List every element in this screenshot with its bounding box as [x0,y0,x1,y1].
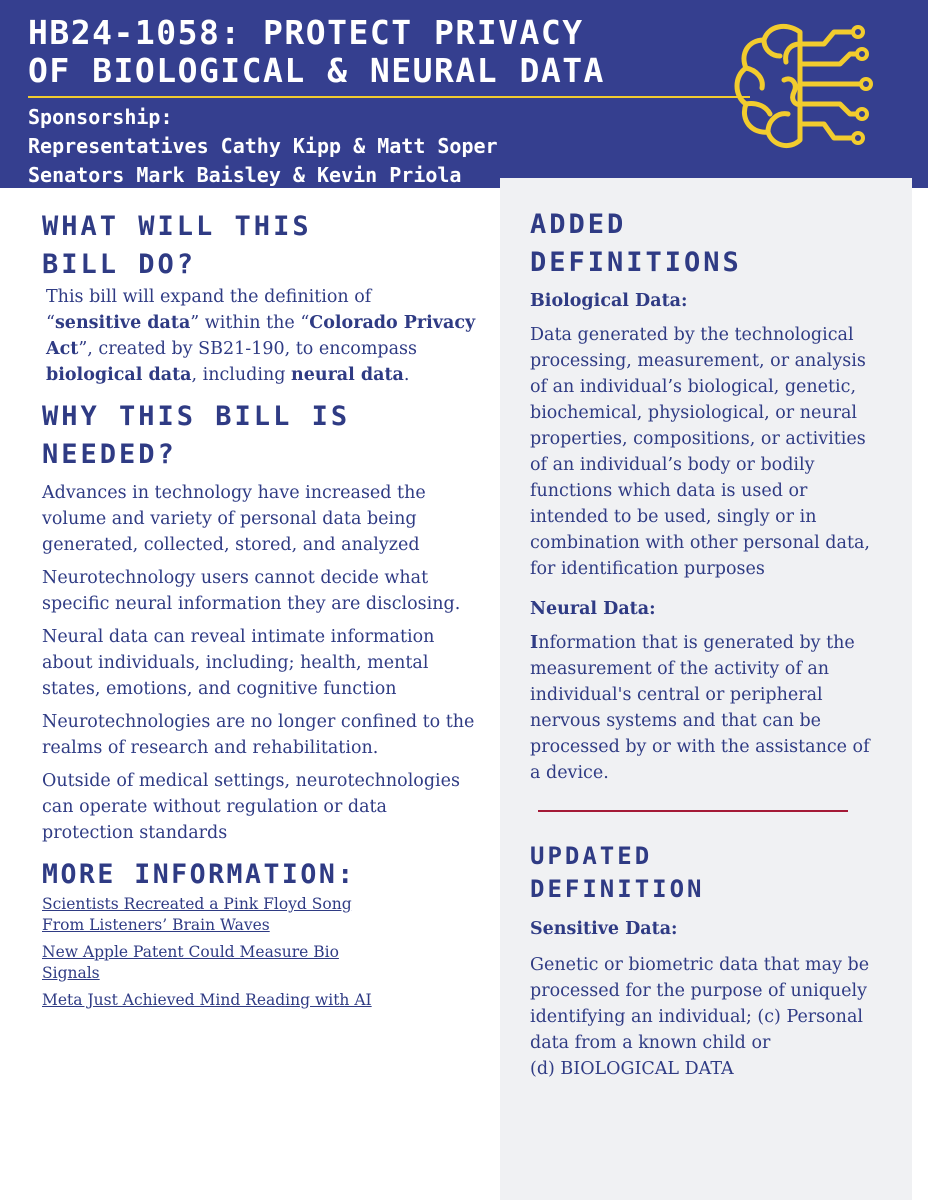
term-colorado-privacy-act: Colorado Privacy Act [46,313,476,359]
what-paragraph [46,284,482,388]
neural-data-label: Neural Data: [530,599,656,619]
what-text-1: This bill will expand the definition of [46,287,372,307]
term-sensitive-data: sensitive data [54,313,191,333]
what-text-3: ”, created by SB21-190, to encompass [78,339,418,359]
link-meta-line-1: Meta Just Achieved Mind Reading with AI [42,991,372,1009]
why-heading [42,398,482,474]
title-line-2: OF BIOLOGICAL & NEURAL DATA [28,51,605,90]
sensitive-definition-text: Genetic or biometric data that may be processed for the purpose of uniquely identifying an individual; (c) Personal data from a known child or [530,955,870,1053]
right-column [530,206,870,1082]
updated-heading-line-1: UPDATED [530,842,653,870]
why-heading-line-2: NEEDED? [42,439,177,470]
link-apple-patent-line-1: New Apple Patent Could Measure Bio [42,943,339,961]
added-definitions-heading [530,206,870,282]
sensitive-definition-biological: (d) BIOLOGICAL DATA [530,1059,734,1079]
brain-circuit-icon [728,14,878,164]
more-info-links [42,894,482,1011]
why-heading-line-1: WHY THIS BILL IS [42,401,351,432]
why-point-3: Neural data can reveal intimate information about individuals, including; health, mental states, emotions, and cognitive function [42,627,435,699]
title-divider [28,96,750,98]
why-point-1: Advances in technology have increased the volume and variety of personal data being generated, collected, stored, and analyzed [42,483,426,555]
sponsor-senators: Senators Mark Baisley & Kevin Priola [28,163,462,187]
why-point-2: Neurotechnology users cannot decide what specific neural information they are disclosing. [42,568,461,614]
what-heading-line-2: BILL DO? [42,249,197,280]
link-meta-mind-reading[interactable] [42,990,482,1011]
link-apple-patent[interactable] [42,942,482,984]
why-point-5: Outside of medical settings, neurotechnologies can operate without regulation or data protection standards [42,771,460,843]
sensitive-data-definition [530,952,870,1082]
link-pink-floyd-line-2: From Listeners’ Brain Waves [42,916,270,934]
what-text-5: . [403,365,410,385]
added-heading-line-1: ADDED [530,209,627,240]
what-heading [42,208,482,284]
added-heading-line-2: DEFINITIONS [530,247,742,278]
term-neural-data: neural data [291,365,404,385]
what-heading-line-1: WHAT WILL THIS [42,211,312,242]
link-pink-floyd[interactable] [42,894,482,936]
header-band [0,0,928,188]
sponsorship [28,103,728,190]
section-divider [538,810,848,812]
what-text-4: , including [191,365,291,385]
neural-definition-text: nformation that is generated by the measurement of the activity of an individual's central or peripheral nervous systems and that can be processed by or with the assistance of a device. [530,633,870,783]
biological-data-label: Biological Data: [530,291,688,311]
quote-open: “ [46,313,55,333]
link-pink-floyd-line-1: Scientists Recreated a Pink Floyd Song [42,895,352,913]
updated-heading-line-2: DEFINITION [530,875,705,903]
left-column [42,208,482,1011]
sponsorship-label: Sponsorship: [28,105,173,129]
why-point-4: Neurotechnologies are no longer confined to the realms of research and rehabilitation. [42,712,475,758]
sponsor-representatives: Representatives Cathy Kipp & Matt Soper [28,134,498,158]
updated-definition-heading [530,840,870,906]
sensitive-data-label: Sensitive Data: [530,919,678,939]
title-line-1: HB24-1058: PROTECT PRIVACY [28,13,584,52]
link-apple-patent-line-2: Signals [42,964,100,982]
neural-data-definition [530,630,870,786]
what-text-2: ” within the “ [190,313,310,333]
page-title [28,14,728,90]
biological-data-definition: Data generated by the technological processing, measurement, or analysis of an individual’s biological, genetic, biochemical, physiological, or neural properties, compositions, or activities of an individual’s body or bodily functions which data is used or intended to be used, singly or in combination with other personal data, for identification purposes [530,325,870,579]
term-biological-data: biological data [46,365,192,385]
neural-first-letter: I [530,633,539,653]
more-info-heading: MORE INFORMATION: [42,859,356,890]
